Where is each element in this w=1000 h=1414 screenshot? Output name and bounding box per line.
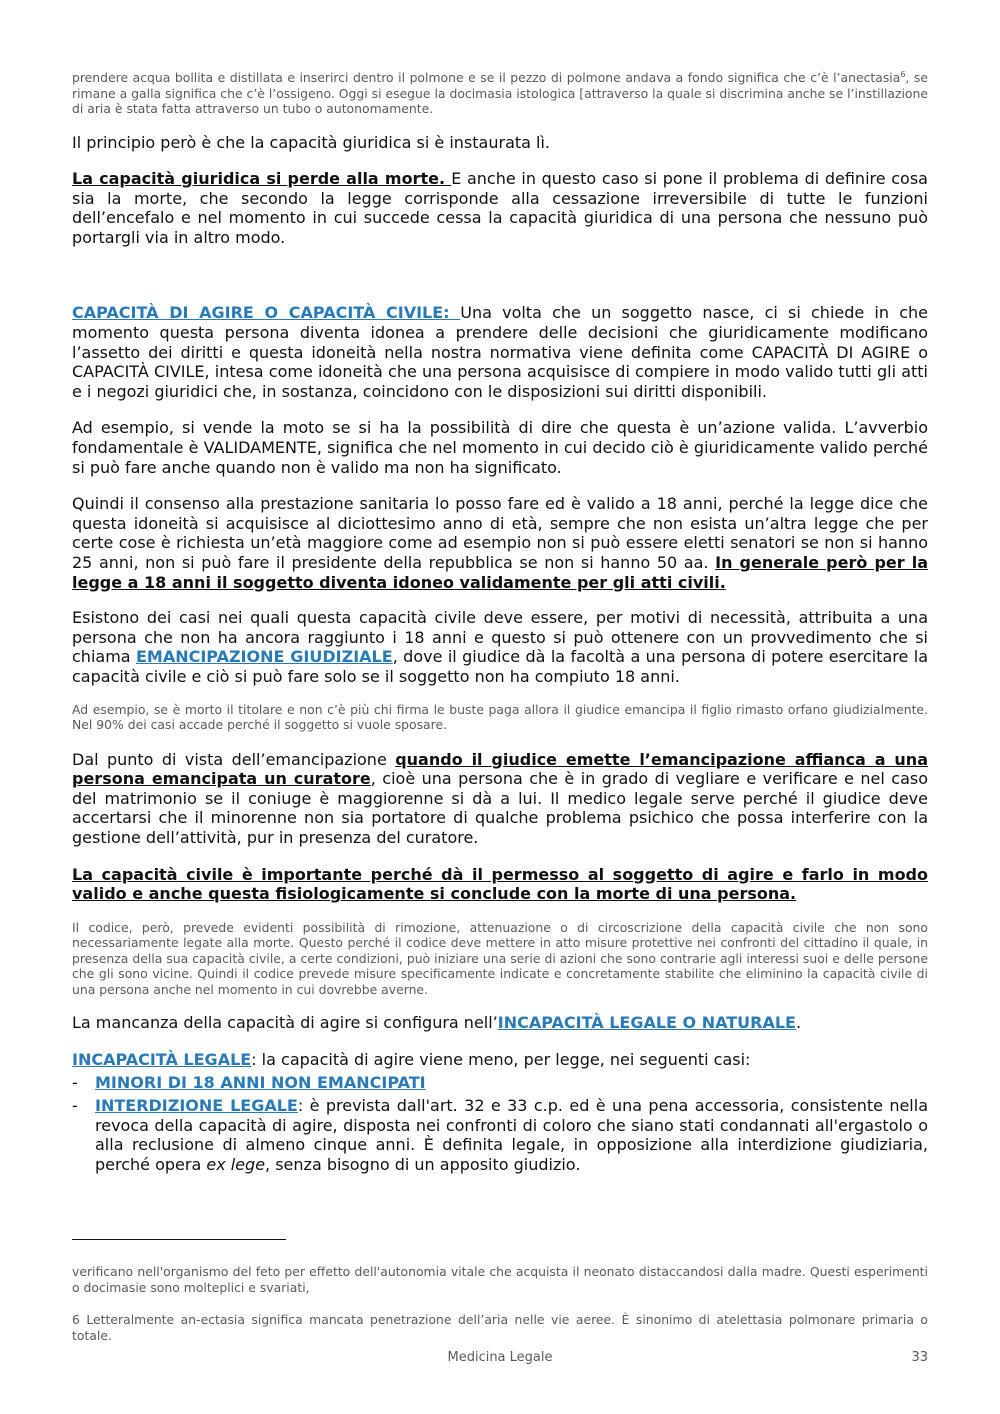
page-number: 33 [911,1350,928,1365]
paragraph-capacita-civile-importante: La capacità civile è importante perché dà il permesso al soggetto di agire e farlo in modo valido e anche questa fisiologicamente si conclude con la morte di una persona. [72,864,928,904]
document-body [72,70,928,1174]
page-footer-title: Medicina Legale [447,1350,553,1365]
paragraph-curatore: Dal punto di vista dell’emancipazione quando il giudice emette l’emancipazione affianca a una persona emancipata un curatore, cioè una persona che è in grado di vegliare e verificare e nel caso del matrimonio se il coniuge è maggiorenne si dà a lui. Il medico legale serve perché il giudice deve accertarsi che il minorenne non sia portatore di qualche problema psichico che possa interferire con la gestione dell’attività, pur in presenza del curatore. [72,749,929,847]
list-item: - INTERDIZIONE LEGALE: è prevista dall'art. 32 e 33 c.p. ed è una pena accessoria, consistente nella revoca della capacità di agire, disposta nei confronti di coloro che siano stati condannati all'ergastolo o alla reclusione di almeno cinque anni. È definita legale, in opposizione alla interdizione giudiziaria, perché opera ex lege, senza bisogno di un apposito giudizio. [72,1096,929,1174]
footnote-separator [72,1239,286,1240]
link-interdizione-legale[interactable]: INTERDIZIONE LEGALE [95,1096,298,1115]
footnote-continuation: verificano nell'organismo del feto per effetto dell'autonomia vitale che acquista il neonato distaccandosi dalla madre. Questi esperimenti o docimasie sono molteplici e svariati, [72,1264,928,1295]
paragraph-capacita-giuridica: La capacità giuridica si perde alla morte. E anche in questo caso si pone il problema di definire cosa sia la morte, che secondo la legge corrisponde alla cessazione irreversibile di tutte le funzioni dell’encefalo e nel momento in cui succede cessa la capacità giuridica di una persona che nessuno può portargli via in altro modo. [72,169,928,247]
paragraph-codice: Il codice, però, prevede evidenti possibilità di rimozione, attenuazione o di circoscrizione della capacità civile che non sono necessariamente legate alla morte. Questo perché il codice deve mettere in atto misure protettive nei confronti del cittadino il quale, in presenza della sua capacità civile, a certe condizioni, può iniziare una serie di azioni che sono contrarie agli interessi suoi e delle persone che gli sono vicine. Quindi il codice prevede misure specificamente indicate e concretamente stabilite che eliminino la capacità civile di una persona anche nel momento in cui dovrebbe averne. [72,919,928,997]
paragraph-moto: Ad esempio, si vende la moto se si ha la possibilità di dire che questa è un’azione valida. L’avverbio fondamentale è VALIDAMENTE, significa che nel momento in cui decido ciò è giuridicamente valido perché si può fare anche quando non è valido ma non ha significato. [72,418,928,477]
paragraph-mancanza: La mancanza della capacità di agire si configura nell’INCAPACITÀ LEGALE O NATURALE. [72,1013,802,1033]
footnote-ref-6[interactable]: 6 [900,69,906,79]
emphasis-curatore: quando il giudice emette l’emancipazione affianca a una persona emancipata un curatore [72,749,928,789]
link-incapacita-legale-naturale[interactable]: INCAPACITÀ LEGALE O NATURALE [497,1013,796,1033]
paragraph-consenso: Quindi il consenso alla prestazione sanitaria lo posso fare ed è valido a 18 anni, perché la legge dice che questa idoneità si acquisisce al diciottesimo anno di età, sempre che non esista un’altra legge che per certe cose è richiesta un’età maggiore come ad esempio non si può essere eletti senatori se non si hanno 25 anni, non si può fare il presidente della repubblica se non si hanno 50 aa. In generale però per la legge a 18 anni il soggetto diventa idoneo validamente per gli atti civili. [72,494,929,592]
paragraph-docimasia: prendere acqua bollita e distillata e inserirci dentro il polmone e se il pezzo di polmone andava a fondo significa che c’è l’anectasia$^6$, se rimane a galla significa che c’è l’ossigeno. Oggi si esegue la docimasia istologica [attraverso la quale si discrimina anche se l’instillazione di aria è stata fatta attraverso un tubo o autonomamente. [72,69,928,116]
emphasis-18-anni: In generale però per la legge a 18 anni il soggetto diventa idoneo validamente per gli atti civili. [72,553,929,592]
paragraph-emancipazione: Esistono dei casi nei quali questa capacità civile deve essere, per motivi di necessità, attribuita a una persona che non ha ancora raggiunto i 18 anni e questo si può ottenere con un provvedimento che si chiama EMANCIPAZIONE GIUDIZIALE, dove il giudice dà la facoltà a una persona di potere esercitare la capacità civile e ciò si può fare solo se il soggetto non ha compiuto 18 anni. [72,608,928,686]
list-item: - MINORI DI 18 ANNI NON EMANCIPATI [72,1073,426,1093]
link-emancipazione-giudiziale[interactable]: EMANCIPAZIONE GIUDIZIALE [135,647,393,667]
paragraph-principio: Il principio però è che la capacità giuridica si è instaurata lì. [72,132,551,152]
link-minori[interactable]: MINORI DI 18 ANNI NON EMANCIPATI [95,1073,426,1093]
paragraph-esempio-orfano: Ad esempio, se è morto il titolare e non c’è più chi firma le buste paga allora il giudice emancipa il figlio rimasto orfano giudizialmente. Nel 90% dei casi accade perché il soggetto si vuole sposare. [72,701,928,733]
list-incapacita [72,1073,928,1174]
paragraph-capacita-agire: CAPACITÀ DI AGIRE O CAPACITÀ CIVILE: Una volta che un soggetto nasce, ci si chiede in che momento questa persona diventa idonea a prendere delle decisioni che giuridicamente modificano l’assetto dei diritti e questa idoneità nella nostra normativa viene definita come CAPACITÀ DI AGIRE o CAPACITÀ CIVILE, intesa come idoneità che una persona acquisisce di compiere in modo valido tutti gli atti e i negozi giuridici che, in sostanza, coincidono con le disposizioni sui diritti disponibili. [72,303,928,401]
link-capacita-agire[interactable]: CAPACITÀ DI AGIRE O CAPACITÀ CIVILE: [72,303,461,323]
heading-capacita-giuridica: La capacità giuridica si perde alla morte. [72,169,452,189]
link-incapacita-legale[interactable]: INCAPACITÀ LEGALE [72,1049,252,1069]
footnote-6: 6 Letteralmente an-ectasia significa mancata penetrazione dell’aria nelle vie aeree. È sinonimo di atelettasia polmonare primaria o totale. [72,1312,928,1343]
paragraph-incapacita-legale: INCAPACITÀ LEGALE: la capacità di agire viene meno, per legge, nei seguenti casi: [72,1049,751,1069]
